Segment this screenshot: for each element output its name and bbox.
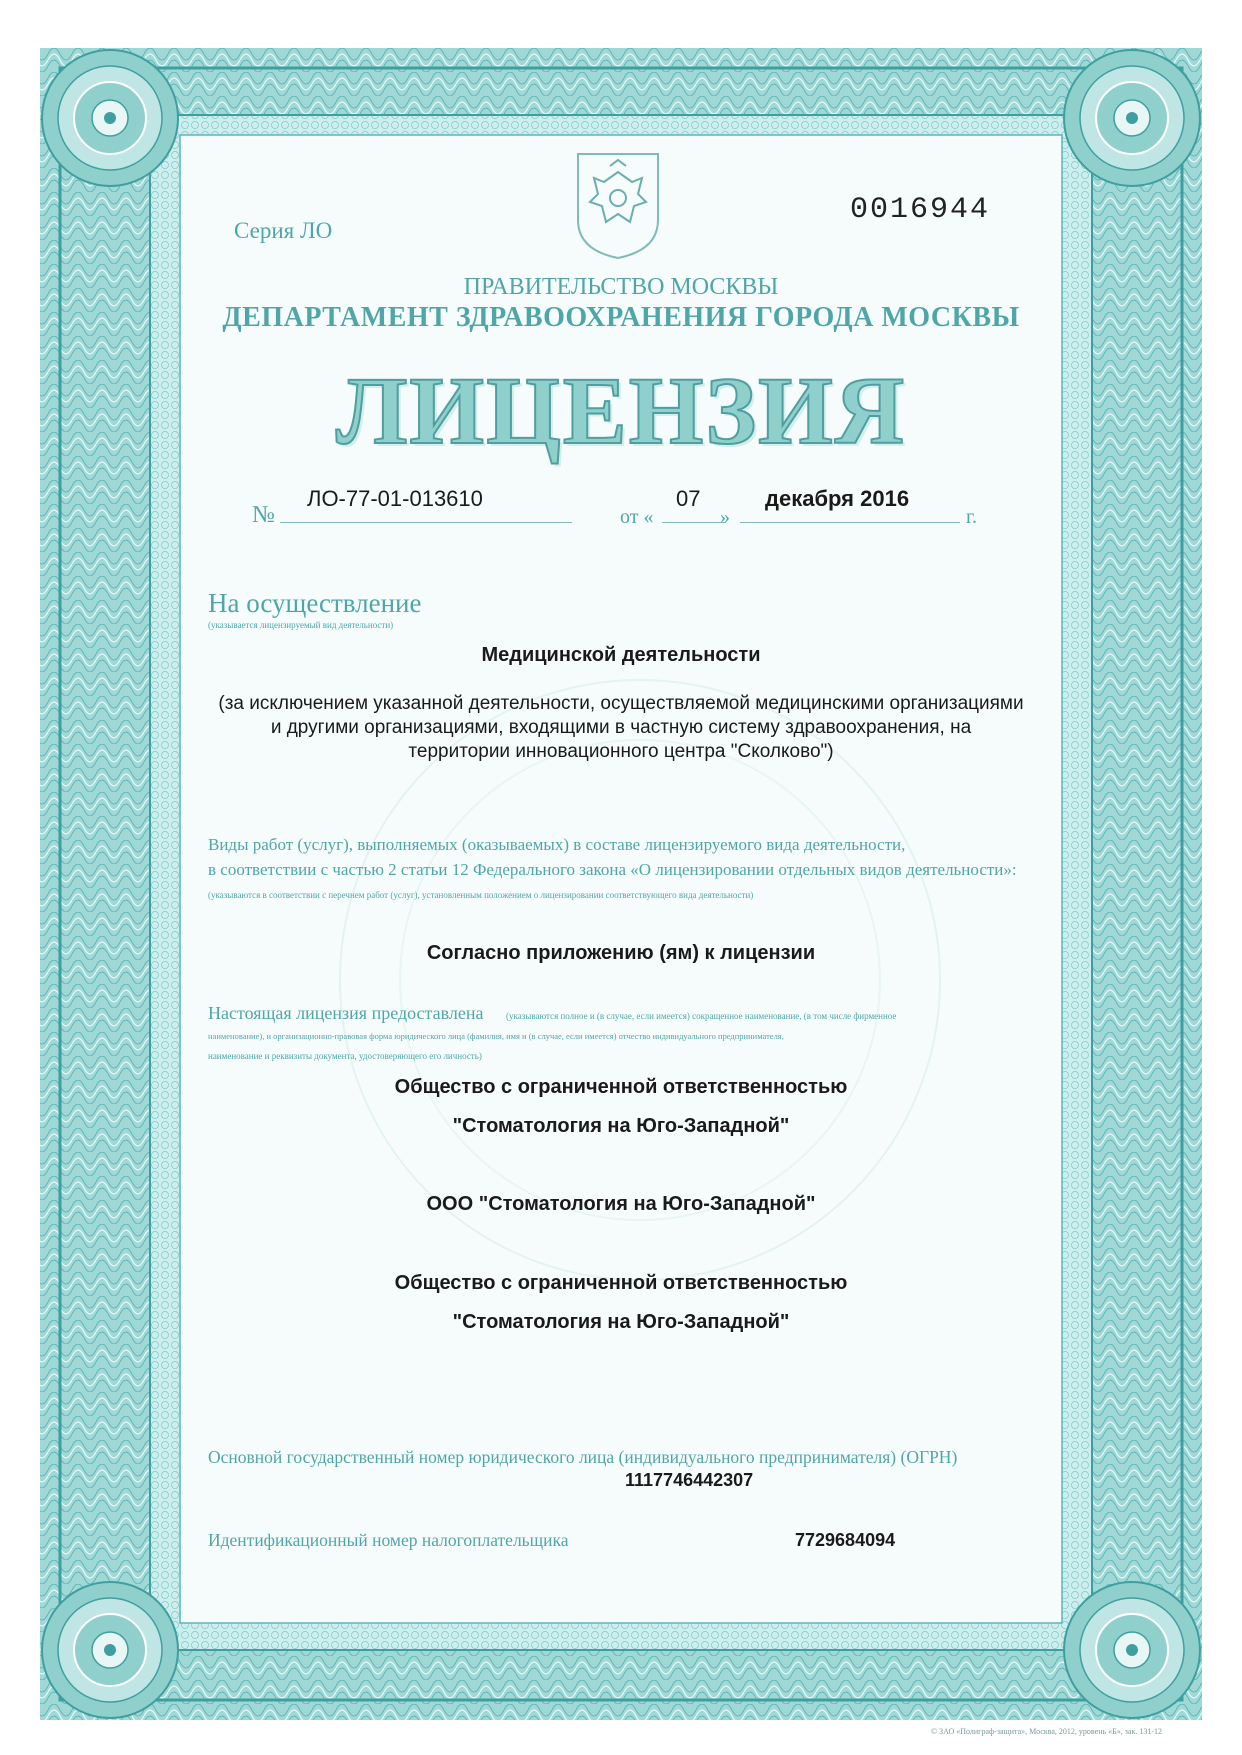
- serial-number: 0016944: [850, 193, 991, 227]
- date-from-label: от «: [620, 506, 654, 528]
- works-label-line2: в соответствии с частью 2 статьи 12 Федерального закона «О лицензировании отдельных видов деятельности»:: [208, 860, 1017, 879]
- corner-rosette-top-right: [1064, 50, 1200, 186]
- printer-imprint: © ЗАО «Полиграф-защита», Москва, 2012, уровень «Б», зак. 131-12: [930, 1727, 1162, 1736]
- series-label: Серия ЛО: [234, 218, 333, 243]
- activity-description-line: и другими организациями, входящими в частную систему здравоохранения, на: [270, 717, 972, 738]
- holder-firm-name-line1: Общество с ограниченной ответственностью: [394, 1272, 848, 1294]
- holder-hint-line1: (указываются полное и (в случае, если имеется) сокращенное наименование, (в том числе фирменное: [506, 1011, 897, 1021]
- works-label-line1: Виды работ (услуг), выполняемых (оказываемых) в составе лицензируемого вида деятельности,: [208, 835, 906, 854]
- works-hint: (указываются в соответствии с перечнем работ (услуг), установленным положением о лицензировании соответствующего вида деятельности): [208, 890, 754, 900]
- number-sign: №: [252, 502, 275, 528]
- activity-hint: (указывается лицензируемый вид деятельности): [208, 620, 394, 630]
- holder-short-name: ООО "Стоматология на Юго-Западной": [426, 1193, 816, 1215]
- inn-value: 7729684094: [795, 1530, 896, 1550]
- document-title: ЛИЦЕНЗИЯ: [335, 357, 907, 464]
- activity-name: Медицинской деятельности: [481, 644, 761, 666]
- activity-description: [170, 692, 1072, 764]
- ogrn-value: 1117746442307: [625, 1470, 754, 1490]
- government-name: ПРАВИТЕЛЬСТВО МОСКВЫ: [463, 274, 779, 300]
- holder-firm-name-line2: "Стоматология на Юго-Западной": [452, 1311, 790, 1333]
- works-value: Согласно приложению (ям) к лицензии: [426, 942, 816, 964]
- holder-hint-line3: наименование и реквизиты документа, удостоверяющего его личность): [208, 1051, 482, 1061]
- corner-rosette-bottom-left: [42, 1582, 178, 1718]
- license-number: ЛО-77-01-013610: [307, 486, 483, 511]
- holder-label: Настоящая лицензия предоставлена: [208, 1003, 484, 1023]
- date-close-quote: »: [720, 506, 730, 528]
- license-day: 07: [676, 486, 701, 511]
- corner-rosette-top-left: [42, 50, 178, 186]
- coat-of-arms-icon: [570, 150, 666, 260]
- license-month-year: декабря 2016: [765, 486, 910, 511]
- activity-description-line: (за исключением указанной деятельности, осуществляемой медицинскими организациями: [218, 693, 1024, 714]
- corner-rosette-bottom-right: [1064, 1582, 1200, 1718]
- ogrn-label: Основной государственный номер юридического лица (индивидуального предпринимателя) (ОГРН): [208, 1447, 958, 1467]
- holder-full-name-line2: "Стоматология на Юго-Западной": [452, 1115, 790, 1137]
- holder-hint-line2: наименование), и организационно-правовая форма юридического лица (фамилия, имя и (в случае, если имеется) отчество индивидуального предпринимателя,: [208, 1031, 784, 1041]
- year-suffix: г.: [966, 506, 977, 528]
- activity-label: На осуществление: [208, 588, 422, 618]
- inn-label: Идентификационный номер налогоплательщика: [208, 1530, 569, 1550]
- holder-full-name-line1: Общество с ограниченной ответственностью: [394, 1076, 848, 1098]
- department-name: ДЕПАРТАМЕНТ ЗДРАВООХРАНЕНИЯ ГОРОДА МОСКВЫ: [222, 302, 1020, 333]
- activity-description-line: территории инновационного центра "Сколково"): [408, 741, 834, 762]
